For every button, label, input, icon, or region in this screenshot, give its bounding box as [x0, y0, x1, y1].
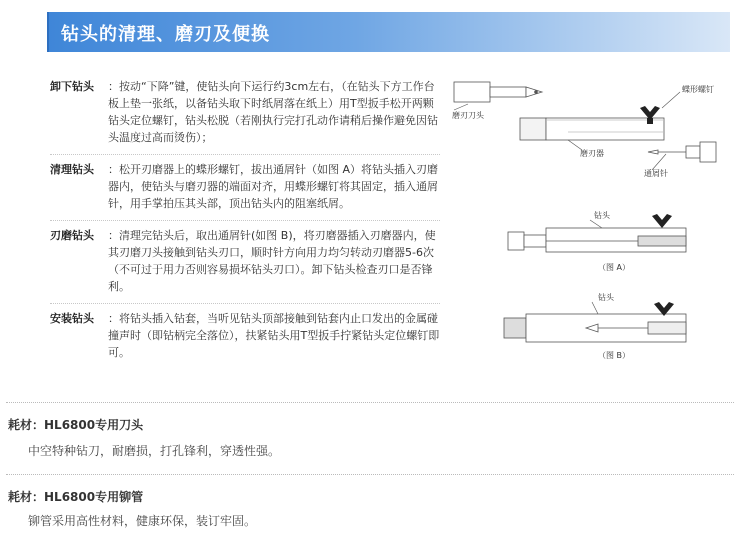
- material-desc: 中空特种钻刀，耐磨损，打孔锋利，穿透性强。: [28, 444, 281, 458]
- section-title: 钻头的清理、磨刃及便换: [61, 24, 270, 45]
- figure-b-caption: （图 B）: [598, 351, 631, 360]
- step-label: 清理钻头: [50, 163, 94, 176]
- step-text: ：按动“下降”键，使钻头向下运行约3cm左右，（在钻头下方工作台板上垫一张纸，以备钻头取下时纸屑落在纸上）用T型扳手松开两颗钻头定位螺钉，钻头松脱（若刚执行完打孔动作请稍后操作避免因钻头温度过高而烫伤）；: [108, 80, 438, 144]
- wing-screw-icon: [652, 214, 672, 228]
- step-clean-bit: [50, 155, 440, 221]
- section-banner: [47, 12, 730, 52]
- material-desc: 铆管采用高性材料，健康环保，装订牢固。: [28, 514, 257, 528]
- figures-panel: [448, 70, 738, 370]
- figure-b-drawing: [504, 314, 686, 342]
- label-bit-b: 钻头: [598, 293, 614, 302]
- steps-list: [50, 72, 440, 369]
- material-title: 耗材：HL6800专用铆管: [8, 490, 144, 504]
- material-cutter-head: [8, 416, 143, 433]
- step-label: 卸下钻头: [50, 80, 94, 93]
- material-title: 耗材：HL6800专用刀头: [8, 418, 144, 432]
- step-text: ：清理完钻头后，取出通屑针(如图 B)，将刃磨器插入刃磨器内，使其刃磨刀头接触到钻头刃口，顺时针方向用力均匀转动刃磨器5-6次（不可过于用力否则容易损坏钻头刃口）。卸下钻头检查刃口是否锋利。: [108, 229, 436, 293]
- divider: [6, 474, 734, 475]
- label-bit-a: 钻头: [594, 211, 610, 220]
- divider: [6, 402, 734, 403]
- label-sharpener: 磨刃器: [580, 149, 604, 158]
- label-wing-screw: 蝶形螺钉: [682, 85, 714, 94]
- pin-drawing: [648, 142, 716, 162]
- step-text: ：松开刃磨器上的蝶形螺钉，拔出通屑针（如图 A）将钻头插入刃磨器内，使钻头与磨刃器的端面对齐，用蝶形螺钉将其固定，插入通屑针，用手掌拍压其头部，顶出钻头内的阻塞纸屑。: [108, 163, 439, 210]
- step-label: 刃磨钻头: [50, 229, 94, 242]
- label-pin: 通屑针: [644, 169, 668, 178]
- step-sharpen-bit: [50, 221, 440, 304]
- step-text: ：将钻头插入钻套，当听见钻头顶部接触到钻套内止口发出的金属碰撞声时（即钻柄完全落位），扶紧钻头用T型扳手拧紧钻头定位螺钉即可。: [108, 312, 440, 359]
- step-install-bit: [50, 304, 440, 369]
- sharpener-drawing: [520, 118, 664, 140]
- figure-a-caption: （图 A）: [598, 263, 631, 272]
- grinder-head-drawing: [454, 82, 542, 102]
- label-grinder-head: 磨刃刀头: [452, 111, 484, 120]
- drill-diagram: [448, 70, 738, 370]
- figure-a-drawing: [508, 228, 686, 252]
- step-remove-bit: [50, 72, 440, 155]
- step-label: 安装钻头: [50, 312, 94, 325]
- material-rivet-tube: [8, 488, 143, 505]
